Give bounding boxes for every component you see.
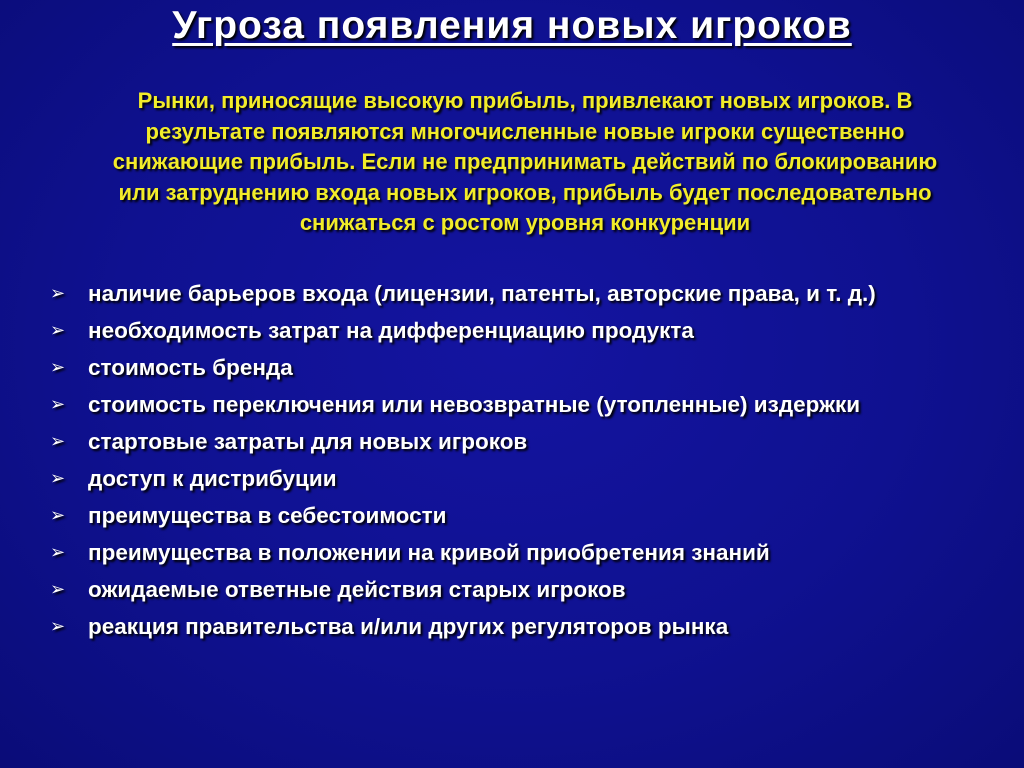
- list-item-text: наличие барьеров входа (лицензии, патенты, авторские права, и т. д.): [88, 281, 876, 306]
- arrow-bullet-icon: ➢: [50, 283, 66, 303]
- list-item: [50, 315, 990, 346]
- list-item-text: реакция правительства и/или других регуляторов рынка: [88, 614, 729, 639]
- list-item: [50, 500, 990, 531]
- list-item-text: доступ к дистрибуции: [88, 466, 337, 491]
- arrow-bullet-icon: ➢: [50, 542, 66, 562]
- list-item: [50, 278, 990, 309]
- intro-paragraph: Рынки, приносящие высокую прибыль, привлекают новых игроков. В результате появляются многочисленные новые игроки существенно снижающие прибыль. Если не предпринимать действий по блокированию или затруднению входа новых игроков, прибыль будет последовательно снижаться с ростом уровня конкуренции: [112, 88, 938, 235]
- list-item: [50, 426, 990, 457]
- list-item-text: преимущества в себестоимости: [88, 503, 447, 528]
- slide-title-text: Угроза появления новых игроков: [172, 4, 852, 47]
- list-item: [50, 537, 990, 568]
- arrow-bullet-icon: ➢: [50, 579, 66, 599]
- bullet-list: [50, 278, 990, 648]
- list-item-text: ожидаемые ответные действия старых игроков: [88, 577, 626, 602]
- list-item: [50, 463, 990, 494]
- list-item-text: стоимость бренда: [88, 355, 293, 380]
- arrow-bullet-icon: ➢: [50, 431, 66, 451]
- arrow-bullet-icon: ➢: [50, 505, 66, 525]
- list-item-text: необходимость затрат на дифференциацию продукта: [88, 318, 694, 343]
- arrow-bullet-icon: ➢: [50, 357, 66, 377]
- arrow-bullet-icon: ➢: [50, 616, 66, 636]
- arrow-bullet-icon: ➢: [50, 320, 66, 340]
- arrow-bullet-icon: ➢: [50, 468, 66, 488]
- list-item: [50, 574, 990, 605]
- list-item: [50, 611, 990, 642]
- arrow-bullet-icon: ➢: [50, 394, 66, 414]
- list-item: [50, 352, 990, 383]
- list-item-text: стартовые затраты для новых игроков: [88, 429, 528, 454]
- list-item: [50, 389, 990, 420]
- list-item-text: стоимость переключения или невозвратные (утопленные) издержки: [88, 392, 861, 417]
- list-item-text: преимущества в положении на кривой приобретения знаний: [88, 540, 770, 565]
- slide-title: [0, 4, 1024, 48]
